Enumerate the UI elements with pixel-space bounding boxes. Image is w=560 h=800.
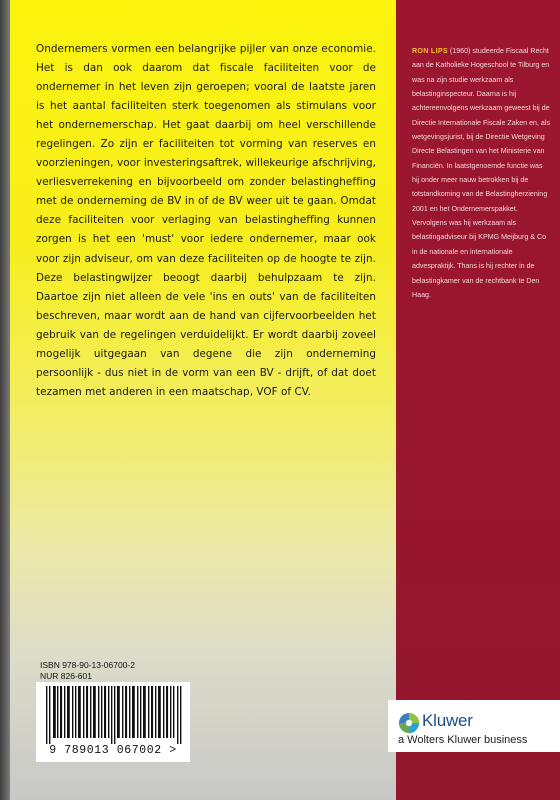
author-bio [412,44,550,302]
publisher-tagline: a Wolters Kluwer business [398,734,528,746]
author-name: RON LIPS [412,47,448,55]
book-description: Ondernemers vormen een belangrijke pijler van onze economie. Het is dan ook daarom dat fiscale faciliteiten voor de ondernemer in het leven zijn geroepen; vooral de laatste jaren is het aantal faciliteiten sterk toegenomen als stimulans voor het ondernemerschap. Het gaat daarbij om heel verschillende regelingen. Zo zijn er faciliteiten tot vorming van reserves en voorzieningen, voor investeringsaftrek, willekeurige afschrijving, verliesverrekening en bijvoorbeeld om zonder belastingheffing met de onderneming de BV in of de BV weer uit te gaan. Omdat deze faciliteiten voor verlaging van belastingheffing kunnen zorgen is het een 'must' voor iedere ondernemer, maar ook voor zijn adviseur, om van deze faciliteiten op de hoogte te zijn. Deze belastingwijzer beoogt daarbij behulpzaam te zijn. Daartoe zijn niet alleen de vele 'ins en outs' van de faciliteiten beschreven, maar wordt aan de hand van cijfervoorbeelden het gebruik van de regelingen verduidelijkt. Er wordt daarbij zoveel mogelijk uitgegaan van degene die zijn onderneming persoonlijk - dus niet in de vorm van een BV - drijft, of dat doet tezamen met anderen in een maatschap, VOF of CV. [36,43,376,398]
book-spine-edge [0,0,10,800]
nur-label: NUR 826-601 [40,671,92,681]
publisher-logo-box [388,700,560,752]
kluwer-logo-icon [398,712,420,734]
publisher-name: Kluwer [422,711,473,730]
barcode-number: 9 789013 067002 > [49,744,177,757]
barcode-box [36,682,190,762]
isbn-block [40,660,135,682]
barcode-icon [44,686,184,744]
author-bio-text: (1960) studeerde Fiscaal Recht aan de Katholieke Hogeschool te Tilburg en was na zijn studie werkzaam als belastinginspecteur. Daarna is hij achtereenvolgens werkzaam geweest bij de Directie Internationale Fiscale Zaken en, als wetgevingsjurist, bij de Directie Wetgeving Directe Belastingen van het Ministerie van Financiën. In laatstgenoemde functie was hij onder meer nauw betrokken bij de totstandkoming van de Belastingherziening 2001 en het Ondernemerspakket. Vervolgens was hij werkzaam als belastingadviseur bij KPMG Meijburg & Co in de nationale en internationale advespraktijk. Thans is hij rechter in de belastingkamer van de rechtbank te Den Haag. [412,47,551,299]
isbn-label: ISBN 978-90-13-06700-2 [40,660,135,670]
